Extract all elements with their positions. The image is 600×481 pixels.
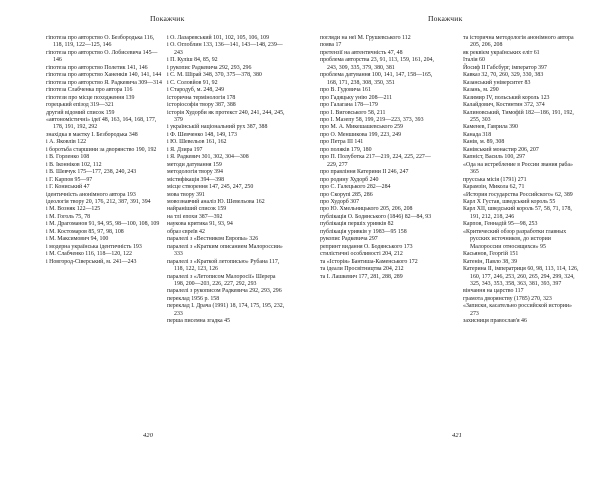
index-entry: про правління Катерини II 246, 247	[320, 169, 409, 176]
index-entry: і В. Горленко 108	[46, 154, 90, 161]
index-column-2	[167, 35, 285, 326]
index-entry: Канівський монастир 206, 207	[463, 146, 539, 153]
index-entry: гіпотеза про авторство Я. Радкевича 309—314	[46, 79, 162, 86]
index-entry: про Петра III 141	[320, 139, 364, 146]
index-entry: поява 17	[320, 42, 342, 49]
index-entry: історія Худорби як протекст 240, 241, 244, 245, 379	[167, 109, 285, 123]
index-entry: і А. Яковлів 122	[46, 139, 87, 146]
index-entry: Кавказ 32, 70, 260, 329, 330, 383	[463, 72, 544, 79]
index-entry: гіпотеза Слабченка про автора 116	[46, 87, 133, 94]
running-header: Покажчик	[428, 14, 463, 23]
index-entry: Казанський університет 83	[463, 79, 531, 86]
index-entry: переклад І. Драча (1991) 18, 174, 175, 195, 232, 233	[167, 303, 285, 317]
index-entry: перша писемна згадка 45	[167, 318, 231, 325]
index-entry: і П. Куліш 84, 85, 92	[167, 57, 218, 64]
index-entry: Італія 60	[463, 57, 485, 64]
index-entry: проблема авторства 23, 91, 113, 159, 161, 204, 243, 309, 335, 379, 380, 381	[320, 57, 434, 71]
index-entry: і М. Гоголь 75, 78	[46, 213, 91, 220]
index-entry: мовознавчий аналіз Ю. Шевельова 162	[167, 198, 265, 205]
index-entry: ідеологія твору 20, 176, 212, 387, 391, 394	[46, 198, 151, 205]
index-entry: і С. Соловйов 91, 92	[167, 79, 218, 86]
index-entry: на тлі епохи 387—392	[167, 213, 223, 220]
index-entry: образ євреїв 42	[167, 228, 205, 235]
index-entry: Карамзін, Микола 62, 71	[463, 184, 525, 191]
index-entry: і Г. Кониський 47	[46, 184, 90, 191]
index-entry: про Гадяцьку унію 208—211	[320, 94, 393, 101]
index-entry: і О. Лазаревський 101, 102, 105, 106, 109	[167, 35, 270, 41]
index-entry: і М. Максимович 94, 100	[46, 236, 109, 243]
index-entry: і Г. Карпов 95—97	[46, 176, 93, 183]
index-entry: про Скорупі 285, 286	[320, 191, 373, 198]
index-entry: та ідеали Просвітництва 204, 212	[320, 266, 404, 273]
index-entry: Йосиф II Габсбург, імператор 397	[463, 64, 547, 71]
index-entry: горецький епізод 319—321	[46, 102, 114, 109]
index-entry: і М. Костомаров 85, 97, 98, 108	[46, 228, 124, 235]
index-entry: як реквієм українських еліт 61	[463, 49, 540, 56]
index-entry: захисниця православ'я 46	[463, 318, 527, 325]
index-entry: і М. Возняк 122—125	[46, 206, 101, 213]
index-entry: «История государства Российского» 62, 389	[463, 191, 573, 198]
index-entry: і В. Іконніков 102, 112	[46, 161, 102, 168]
index-entry: публікація О. Бодянського (1846) 82—84, 93	[320, 213, 432, 220]
index-entry: гіпотеза про авторство О. Лобисевича 145—146	[46, 49, 158, 64]
index-entry: і модерна українська ідентичність 193	[46, 243, 142, 250]
index-entry: і рукопис Радкевича 292, 293, 296	[167, 64, 252, 71]
index-entry: Катерина II, імператриця 60, 98, 113, 114, 126, 160, 177, 246, 253, 260, 265, 294, 299, 324, 325, 343, 353, 358, 363, 381, 393, 397	[463, 266, 579, 287]
index-entry: та історична методологія анонімного автора 205, 206, 208	[463, 35, 574, 49]
index-entry: прусська місія (1791) 271	[463, 176, 527, 183]
index-entry: Катенін, Павло 38, 39	[463, 258, 518, 265]
index-entry: про М. А. Микешашевського 259	[320, 124, 403, 131]
index-entry: та І. Лашкевич 177, 281, 288, 289	[320, 273, 403, 280]
index-entry: претензії на автентичність 47, 48	[320, 49, 403, 56]
index-entry: методологія твору 394	[167, 169, 223, 176]
index-entry: про О. Меншикова 199, 223, 249	[320, 131, 402, 138]
index-entry: наукова критика 91, 93, 94	[167, 221, 233, 228]
index-entry: найраніший список 159	[167, 206, 227, 213]
index-entry: публікація уривків у 1983—95 158	[320, 228, 407, 235]
index-entry: стилістичні особливості 204, 212	[320, 251, 403, 258]
index-entry: знахідка в маєтку І. Безбородька 348	[46, 131, 138, 138]
index-column-1	[46, 35, 164, 266]
index-entry: історіософія твору 387, 388	[167, 102, 236, 109]
index-entry: про Худорб 307	[320, 198, 360, 205]
index-entry: про С. Галецького 282—284	[320, 184, 391, 191]
index-entry: Казань, м. 290	[463, 87, 499, 94]
index-entry: про І. Виговського 58, 211	[320, 109, 386, 116]
index-entry: Казимир IV, польський король 123	[463, 94, 550, 101]
index-entry: і Я. Дзира 197	[167, 146, 203, 153]
index-entry: про П. Полуботка 217—219, 224, 225, 227—229, 277	[320, 154, 431, 168]
index-entry: рукопис Радкевича 297	[320, 236, 378, 243]
index-entry: гіпотези про місце походження 139	[46, 94, 135, 101]
index-entry: «Записки, касательно российской истории» 273	[463, 303, 572, 317]
index-entry: і М. Драгоманов 91, 94, 95, 98—100, 108, 109	[46, 221, 160, 228]
index-entry: і Ю. Шевельов 161, 162	[167, 139, 227, 146]
index-entry: і Ф. Шевченко 148, 149, 173	[167, 131, 237, 138]
index-entry: паралелі з «Краткой летописью» Рубана 117, 118, 122, 123, 126	[167, 258, 280, 273]
index-entry: переклад 1956 р. 158	[167, 295, 220, 302]
index-entry: про Галагана 178—179	[320, 102, 378, 109]
index-entry: вінчання на царство 117	[463, 288, 524, 295]
page-number: 420	[143, 432, 153, 439]
index-entry: «Критический обзор разработки главных русских источников, до истории Малороссии относящихся» 95	[463, 228, 567, 250]
index-entry: Карпов, Геннадій 95—98, 253	[463, 221, 538, 228]
index-entry: і Стародуб, м. 248, 249	[167, 87, 225, 94]
index-entry: публікація першіх уривків 82	[320, 221, 394, 228]
index-column-3	[320, 35, 438, 281]
index-entry: грамота дворянству (1785) 270, 323	[463, 295, 552, 302]
index-entry: і Новгород-Сіверський, м. 241—243	[46, 258, 137, 265]
index-entry: і М. Слабченко 116, 118—120, 122	[46, 251, 132, 258]
index-entry: гіпотеза про авторство О. Безбородька 116, 118, 119, 122—125, 146	[46, 35, 155, 49]
index-entry: паралелі з «Летописом Малоросії» Шерера 198, 200—203, 226, 227, 292, 293	[167, 273, 276, 287]
index-entry: місце створення 147, 245, 247, 250	[167, 184, 254, 191]
index-entry: паралелі з рукописом Радкевича 292, 293, 296	[167, 288, 282, 295]
index-entry: другий відомий список 159	[46, 109, 115, 116]
index-entry: Канів, м. 89, 308	[463, 139, 505, 146]
index-entry: про В. Гудовича 161	[320, 87, 371, 94]
index-entry: погляди на неї М. Грушевського 112	[320, 35, 411, 41]
index-entry: гіпотеза про авторство Полетик 141, 146	[46, 64, 148, 71]
page-number: 421	[452, 432, 462, 439]
index-entry: і С. М. Шірай 348, 370, 375—378, 380	[167, 72, 262, 79]
index-entry: ідентичність анонімного автора 193	[46, 191, 136, 198]
index-column-4	[463, 35, 581, 326]
index-entry: паралелі з «Вестником Европы» 326	[167, 236, 259, 243]
index-entry: і Я. Радкевич 301, 302, 304—308	[167, 154, 249, 161]
index-entry: і В. Шевчук 175—177, 238, 240, 243	[46, 169, 137, 176]
index-entry: історична термінологія 178	[167, 94, 236, 101]
index-entry: та «Історія» Бантиша-Каменського 172	[320, 258, 418, 265]
right-page	[300, 0, 600, 481]
index-entry: і О. Оглоблин 133, 136—141, 143—148, 239—243	[167, 42, 283, 56]
index-entry: паралелі з «Кратким описанием Малороссии» 333	[167, 243, 283, 258]
index-entry: Канада 318	[463, 131, 492, 138]
index-entry: «автономістичні» ідеї 48, 163, 164, 168, 177, 178, 191, 192, 292	[46, 116, 157, 131]
index-entry: мова твору 391	[167, 191, 205, 198]
index-entry: Калайдович, Костянтин 372, 374	[463, 102, 545, 109]
index-entry: методи датування 159	[167, 161, 222, 168]
index-entry: гіпотеза про авторство Ханенків 140, 141, 144	[46, 72, 162, 79]
index-entry: Капніст, Василь 100, 297	[463, 154, 526, 161]
index-entry: і українській національний рух 387, 388	[167, 124, 268, 131]
index-entry: і боротьба старшини за дворянство 190, 192	[46, 146, 157, 153]
index-entry: Карл X Густав, шведський король 55	[463, 198, 556, 205]
index-entry: про І. Мазепу 58, 199, 219—223, 373, 393	[320, 116, 424, 123]
index-entry: Каменев, Гаврила 390	[463, 124, 518, 131]
index-entry: Карл XII, шведський король 57, 58, 71, 178, 191, 212, 218, 246	[463, 206, 572, 220]
index-entry: репринт видання О. Бодянського 173	[320, 243, 413, 250]
index-entry: проблема датування 100, 141, 147, 158—165, 168, 171, 238, 308, 350, 351	[320, 72, 433, 86]
index-entry: «Ода на истребление в России звания раба» 365	[463, 161, 573, 176]
index-entry: містифікація 394—398	[167, 176, 225, 183]
running-header: Покажчик	[150, 14, 185, 23]
index-entry: про поляків 179, 180	[320, 146, 372, 153]
index-entry: про Ю. Хмельницького 205, 206, 208	[320, 206, 413, 213]
index-entry: Калиновський, Тимофій 182—186, 191, 192, 255, 303	[463, 109, 574, 123]
index-entry: Касьянов, Георгій 151	[463, 251, 519, 258]
index-entry: про родину Худорб 240	[320, 176, 379, 183]
